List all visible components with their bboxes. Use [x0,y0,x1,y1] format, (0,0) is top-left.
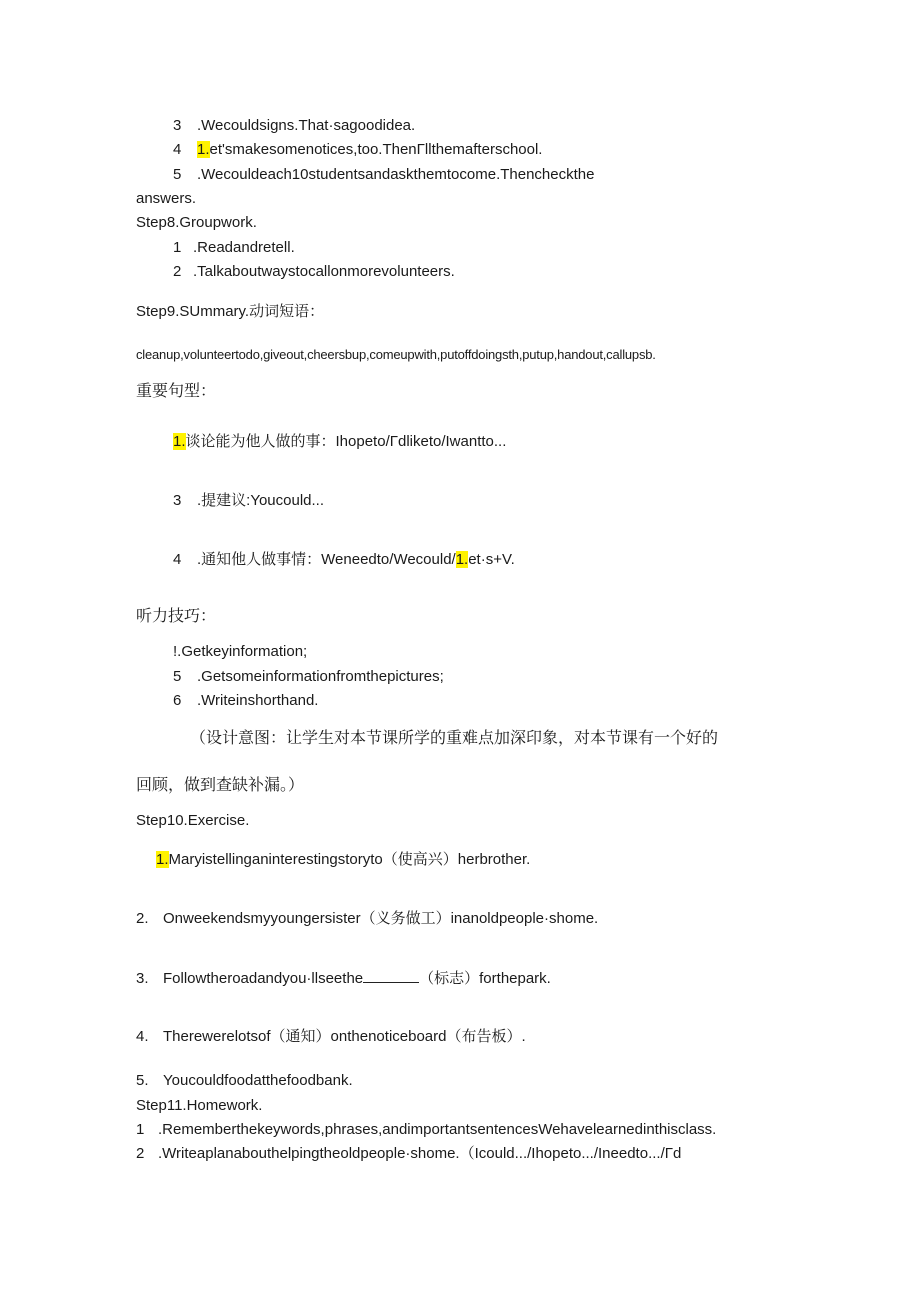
line-text: Therewerelotsof（通知）onthenoticeboard（布告板）. [163,1028,526,1045]
line-5-students [173,165,594,185]
skill-1 [173,642,307,662]
line-text: 回顾，做到查缺补漏。） [136,777,305,794]
line-4-notices [173,140,542,160]
line-text: cleanup,volunteertodo,giveout,cheersbup,comeupwith,putoffdoingsth,putup,handout,callupsb. [136,347,656,362]
item-number: 5 [173,166,182,183]
line-text: .Talkaboutwaystocallonmorevolunteers. [193,263,455,280]
line-text: answers. [136,190,197,207]
homework-1 [136,1120,716,1140]
line-text: Step10.Exercise. [136,812,250,829]
line-text: .Readandretell. [193,239,295,256]
item-number: 4 [173,141,182,158]
listening-skills-heading [136,607,216,627]
line-text: .Wecouldeach10studentsandaskthemtocome.Thencheckthe [197,166,595,183]
homework-2 [136,1144,681,1164]
step8-heading [136,213,257,233]
sentence-pattern-4 [173,550,515,570]
skill-5 [173,667,444,687]
line-text: !.Getkeyinformation; [173,643,308,660]
line-text: Youcouldfoodatthefoodbank. [163,1072,353,1089]
sentence-pattern-1 [173,432,506,452]
line-text: .Writeinshorthand. [197,692,319,709]
exercise-4 [136,1027,526,1047]
line-text: et·s+V. [468,551,515,568]
item-number: 2. [136,910,149,927]
exercise-2 [136,909,598,929]
line-text: Maryistellinganinterestingstoryto（使高兴）herbrother. [168,851,531,868]
highlight-mark: 1. [455,551,469,568]
line-text: .通知他人做事情：Weneedto/Wecould/ [197,551,456,568]
item-number: 1 [173,239,182,256]
line-text: .Writeaplanabouthelpingtheoldpeople·shome.（Icould.../Ihopeto.../Ineedto.../Γd [158,1145,682,1162]
line-text: et'smakesomenotices,too.ThenΓllthemafterschool. [209,141,543,158]
step8-item-1 [173,238,295,258]
highlight-mark: 1. [173,433,186,450]
phrase-list [136,345,656,365]
highlight-mark: 1. [156,851,169,868]
item-number: 2 [136,1145,145,1162]
line-text: 谈论能为他人做的事：Ihopeto/Γdliketo/Iwantto... [185,433,507,450]
exercise-3 [136,968,551,989]
line-text: .Getsomeinformationfromthepictures; [197,668,444,685]
line-text: Step8.Groupwork. [136,214,257,231]
step11-heading [136,1096,262,1116]
step8-item-2 [173,262,455,282]
line-text: Step11.Homework. [136,1097,263,1114]
line-text: Followtheroadandyou·llseethe [163,970,364,987]
line-text: 听力技巧： [136,608,217,625]
line-text: .Rememberthekeywords,phrases,andimportantsentencesWehavelearnedinthisclass. [158,1121,717,1138]
line-3-signs [173,116,415,136]
line-answers [136,189,196,209]
line-text: .提建议:Youcould... [197,492,325,509]
line-text: （标志）forthepark. [419,970,551,987]
exercise-1 [156,850,530,870]
item-number: 4. [136,1028,149,1045]
line-text: （设计意图：让学生对本节课所学的重难点加深印象，对本节课有一个好的 [190,730,719,747]
line-text: .Wecouldsigns.That·sagoodidea. [197,117,416,134]
design-intent-line-2 [136,776,304,796]
item-number: 1 [136,1121,145,1138]
item-number: 3. [136,970,149,987]
key-sentences-heading [136,382,216,402]
step10-heading [136,811,249,831]
item-number: 6 [173,692,182,709]
line-text: Step9.SUmmary.动词短语： [136,303,325,320]
skill-6 [173,691,318,711]
item-number: 5. [136,1072,149,1089]
step9-heading [136,302,324,322]
item-number: 5 [173,668,182,685]
item-number: 3 [173,492,182,509]
answer-blank[interactable] [363,968,419,983]
item-number: 3 [173,117,182,134]
line-text: Onweekendsmyyoungersister（义务做工）inanoldpeople·shome. [163,910,599,927]
item-number: 4 [173,551,182,568]
item-number: 2 [173,263,182,280]
sentence-pattern-3 [173,491,324,511]
exercise-5 [136,1071,353,1091]
highlight-mark: 1. [197,141,210,158]
design-intent-line-1 [190,729,718,749]
line-text: 重要句型： [136,383,217,400]
